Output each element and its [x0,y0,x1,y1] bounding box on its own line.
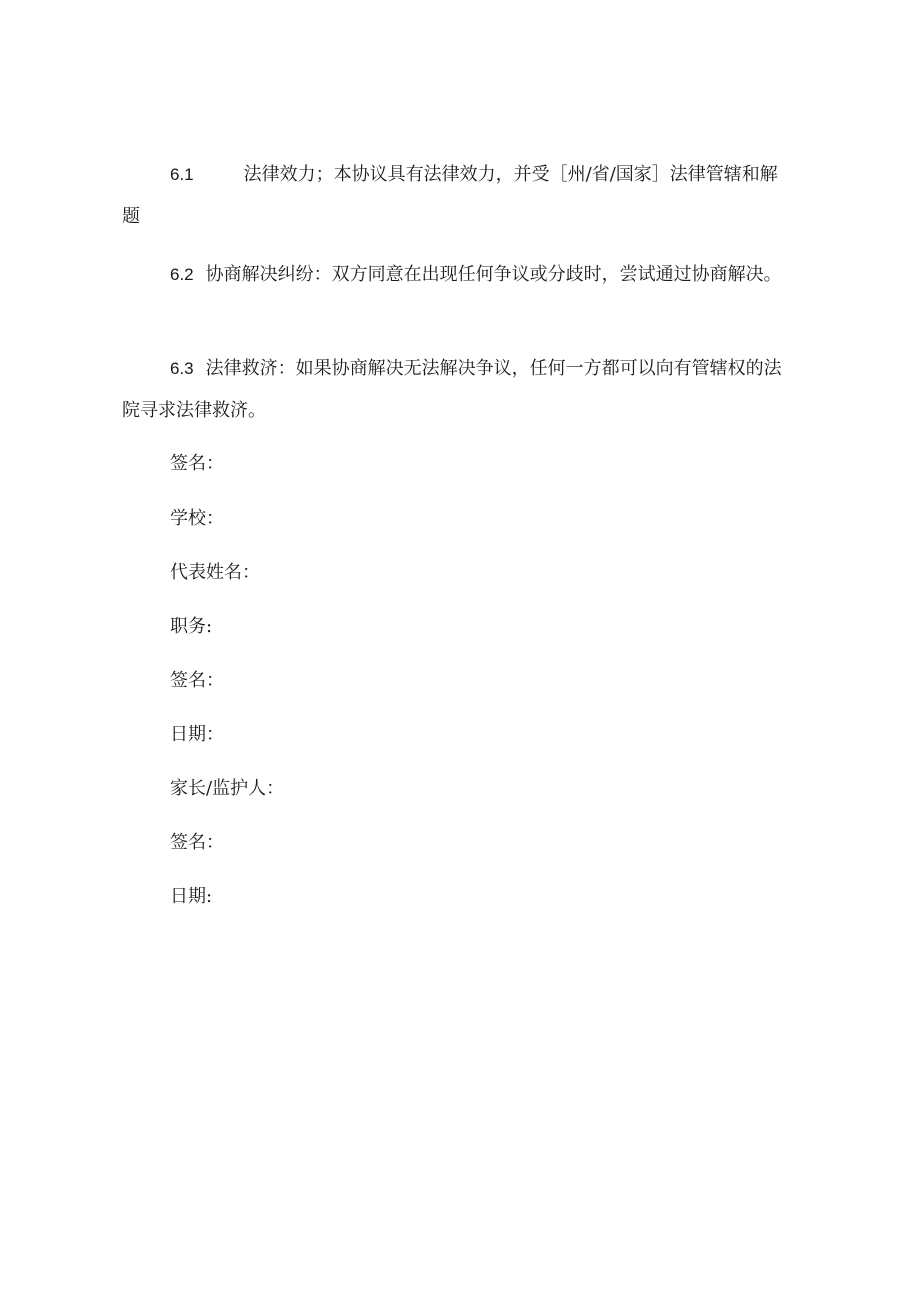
clause-6-1 [122,154,782,238]
clause-text: 法律救济：如果协商解决无法解决争议，任何一方都可以向有管辖权的法院寻求法律救济。 [122,358,782,421]
position-label: 职务: [170,616,213,637]
signature-label: 签名： [170,453,224,474]
date-label: 日期： [170,724,224,745]
signature-label: 签名： [170,832,224,853]
clause-text: 法律效力；本协议具有法律效力，并受［州/省/国家］法律管辖和解题 [122,164,778,227]
school-label: 学校： [170,508,224,529]
clause-number: 6.1 [170,165,194,184]
clause-text: 协商解决纠纷：双方同意在出现任何争议或分歧时，尝试通过协商解决。 [205,264,782,285]
clause-6-2 [122,254,782,296]
representative-name-label: 代表姓名： [170,562,260,583]
guardian-label: 家长/监护人： [170,778,285,799]
clause-6-3 [122,348,782,432]
clause-number: 6.3 [170,359,194,378]
signature-label: 签名： [170,670,224,691]
date-label: 日期: [170,886,213,907]
clause-number: 6.2 [170,265,194,284]
